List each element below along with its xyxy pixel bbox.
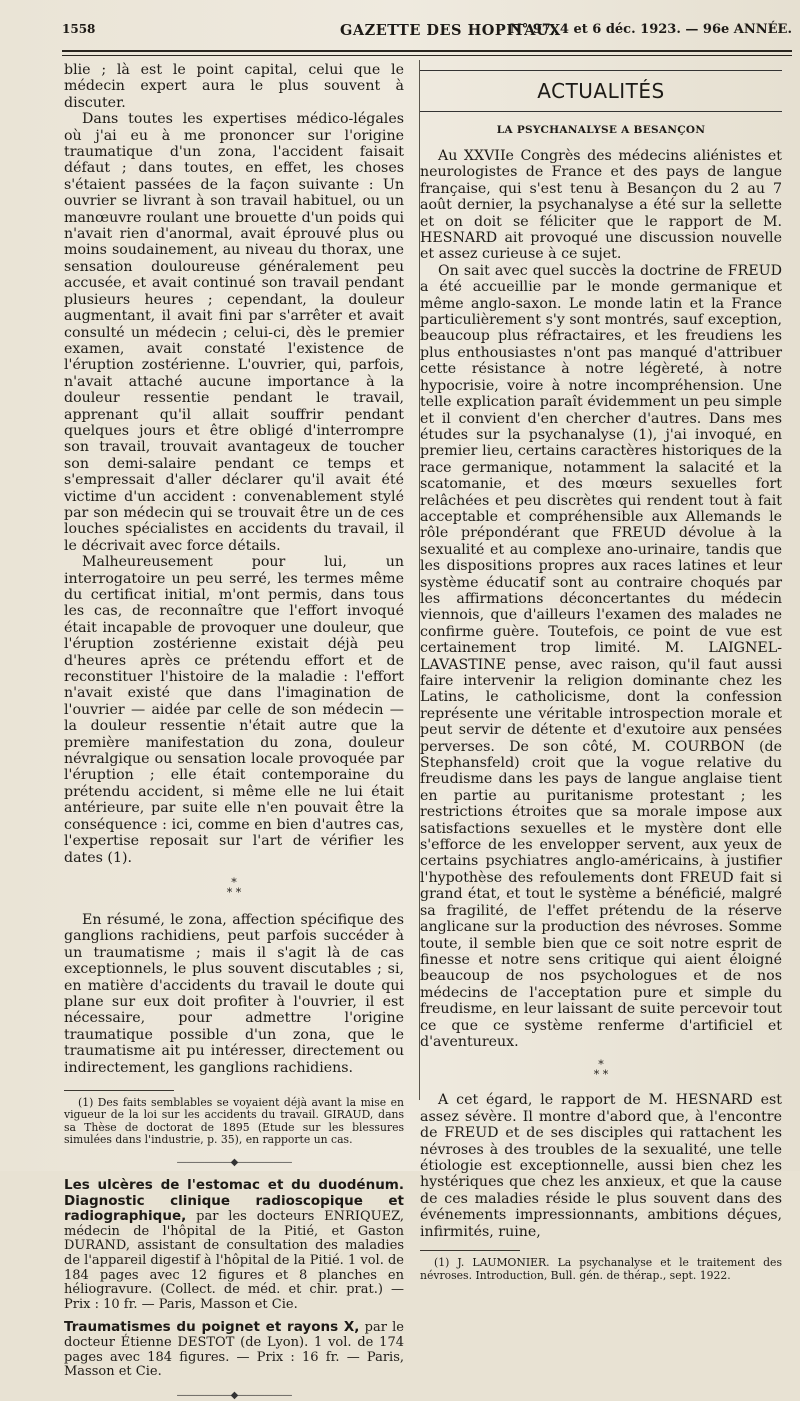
asterism: * * * — [593, 1058, 609, 1082]
page-header — [62, 22, 792, 44]
article-title: LA PSYCHANALYSE A BESANÇON — [496, 124, 706, 136]
section-separator: ——————◆—————— — [176, 1156, 292, 1168]
paragraph: Au XXVIIe Congrès des médecins aliénistes et neurologistes de France et des pays de langue française, qui s'est tenu à Besançon du 2 au 7 août dernier, la psychanalyse a été sur la sellette et on doit se féliciter que le rapport de M. HESNARD ait provoqué une discussion nouvelle et assez curieuse à ce sujet. — [420, 148, 782, 263]
right-column — [420, 62, 782, 1282]
section-heading: ACTUALITÉS — [537, 79, 665, 103]
section-rule — [420, 111, 782, 112]
book-details: par le docteur Étienne DESTOT (de Lyon). 1 vol. de 174 pages avec 184 figures. — Prix : 16 fr. — Paris, Masson et Cie. — [64, 1320, 404, 1380]
header-rule — [62, 50, 792, 52]
section-rule — [420, 70, 782, 71]
paragraph: blie ; là est le point capital, celui que le médecin expert aura le plus souvent à discuter. — [64, 62, 404, 111]
asterism: * * * — [226, 875, 242, 899]
paragraph: A cet égard, le rapport de M. HESNARD est assez sévère. Il montre d'abord que, à l'encontre de FREUD et de ses disciples qui rattachent les névroses à des troubles de la sexualité, une telle étiologie est exceptionnelle, aussi bien chez les hystériques que chez les anxieux, et que la cause de ces maladies réside le plus souvent dans des événements impressionnants, ambitions déçues, infirmités, ruine, — [420, 1092, 782, 1240]
book-title: Traumatismes du poignet et rayons X, — [64, 1319, 360, 1336]
paragraph: Malheureusement pour lui, un interrogatoire un peu serré, les termes même du certificat initial, m'ont permis, dans tous les cas, de reconnaître que l'effort invoqué était incapable de provoquer une douleur, que l'éruption zostérienne existait déjà peu d'heures après ce prétendu effort et de reconstituer l'histoire de la maladie : l'effort n'avait existé que dans l'imagination de l'ouvrier — aidée par celle de son médecin — la douleur ressentie n'était autre que la première manifestation du zona, douleur névralgique ou sensation locale provoquée par l'éruption ; elle était contemporaine du prétendu accident, si même elle ne lui était antérieure, par suite elle n'en pouvait être la conséquence : ici, comme en bien d'autres cas, l'expertise reposait sur l'art de vérifier les dates (1). — [64, 554, 404, 866]
page-number: 1558 — [62, 22, 96, 36]
paragraph: Dans toutes les expertises médico-légales où j'ai eu à me prononcer sur l'origine traumatique d'un zona, l'accident faisait défaut ; dans toutes, en effet, les choses s'étaient passées de la façon suivante : Un ouvrier se livrant à son travail habituel, ou un manœuvre roulant une brouette d'un poids qui n'avait rien d'anormal, avait éprouvé plus ou moins soudainement, au niveau du thorax, une sensation douloureuse généralement peu accusée, et avait continué son travail pendant plusieurs heures ; cependant, la douleur augmentant, il avait fini par s'arrêter et avait consulté un médecin ; celui-ci, dès le premier examen, avait constaté l'existence de l'éruption zostérienne. L'ouvrier, qui, parfois, n'avait attaché aucune importance à la douleur ressentie pendant le travail, apprenant qu'il allait souffrir pendant quelques jours et être obligé d'interrompre son travail, trouvait avantageux de toucher son demi-salaire pendant ce temps et s'empressait d'aller déclarer qu'il avait été victime d'un accident : convenablement stylé par son médecin qui se trouvait être un de ces louches spécialistes en accidents du travail, il le décrivait avec force détails. — [64, 111, 404, 554]
footnote: (1) Des faits semblables se voyaient déjà avant la mise en vigueur de la loi sur les accidents du travail. GIRAUD, dans sa Thèse de doctorat de 1895 (Etude sur les blessures simulées dans l'industrie, p. 35), en rapporte un cas. — [64, 1095, 404, 1147]
header-rule-thin — [62, 55, 792, 56]
book-title: Les ulcères de l'estomac et du duodénum. Diagnostic clinique radioscopique et radiographique, — [64, 1176, 404, 1225]
book-details: par les docteurs ENRIQUEZ, médecin de l'hôpital de la Pitié, et Gaston DURAND, assistant de consultation des maladies de l'appareil digestif à l'hôpital de la Pitié. 1 vol. de 184 pages avec 12 figures et 8 planches en héliogravure. (Collect. de méd. et chir. prat.) — Prix : 10 fr. — Paris, Masson et Cie. — [64, 1209, 405, 1312]
journal-title: GAZETTE DES HOPITAUX — [340, 22, 561, 39]
paragraph: En résumé, le zona, affection spécifique des ganglions rachidiens, peut parfois succéder à un traumatisme ; mais il s'agit là de cas exceptionnels, le plus souvent discutables ; si, en matière d'accidents du travail le doute qui plane sur eux doit profiter à l'ouvrier, il est nécessaire, pour admettre l'origine traumatique possible d'un zona, que le traumatisme ait pu intéresser, directement ou indirectement, les ganglions rachidiens. — [64, 911, 404, 1076]
book-notice — [64, 1178, 404, 1312]
footnote-rule — [420, 1250, 520, 1251]
paragraph: On sait avec quel succès la doctrine de FREUD a été accueillie par le monde germanique et même anglo-saxon. Le monde latin et la France particulièrement s'y sont montrés, sauf exception, beaucoup plus réfractaires, et les freudiens les plus enthousiastes n'ont pas manqué d'attribuer cette résistance à notre légèreté, à notre hypocrisie, voire à notre incompréhension. Une telle explication paraît évidemment un peu simple et il convient d'en chercher d'autres. Dans mes études sur la psychanalyse (1), j'ai invoqué, en premier lieu, certains caractères historiques de la race germanique, notamment la salacité et la scatomanie, et des mœurs sexuelles fort relâchées et peu discrètes qui rendent tout à fait acceptable et compréhensible aux Allemands le rôle prépondérant que FREUD dévolue à la sexualité et au complexe ano-urinaire, tandis que les dispositions propres aux races latines et leur système éducatif sont au contraire choqués par les affirmations déconcertantes du médecin viennois, que d'ailleurs l'examen des malades ne confirme guère. Toutefois, ce point de vue est certainement trop limité. M. LAIGNEL-LAVASTINE pense, avec raison, qu'il faut aussi faire intervenir la religion dominante chez les Latins, le catholicisme, dont la confession représente une véritable introspection morale et peut servir de détente et d'exutoire aux pensées perverses. De son côté, M. COURBON (de Stephansfeld) croit que la vogue relative du freudisme dans les pays de langue anglaise tient en partie au puritanisme protestant ; les restrictions étroites que sa morale impose aux satisfactions sexuelles et le mystère dont elle s'efforce de les envelopper servent, aux yeux de certains psychiatres anglo-américains, à justifier l'hypothèse des refoulements dont FREUD fait si grand état, et tout le système a bénéficié, malgré sa fragilité, de l'effet prétendu de la réserve anglicane sur la production des névroses. Somme toute, il semble bien que ce soit notre esprit de finesse et notre sens critique qui aient éloigné beaucoup de nos psychologues et de nos médecins de l'acceptation pure et simple du freudisme, en leur laissant de suite percevoir tout ce que ce système renferme d'artificiel et d'aventureux. — [420, 262, 782, 1050]
left-column — [64, 62, 404, 1401]
footnote-rule — [64, 1090, 174, 1091]
footnote: (1) J. LAUMONIER. La psychanalyse et le traitement des névroses. Introduction, Bull. gén. de thérap., sept. 1922. — [420, 1256, 782, 1282]
book-notice — [64, 1320, 404, 1379]
section-separator: ——————◆—————— — [176, 1389, 292, 1401]
issue-line: N° 97, 4 et 6 déc. 1923. — 96e ANNÉE. — [509, 22, 792, 37]
